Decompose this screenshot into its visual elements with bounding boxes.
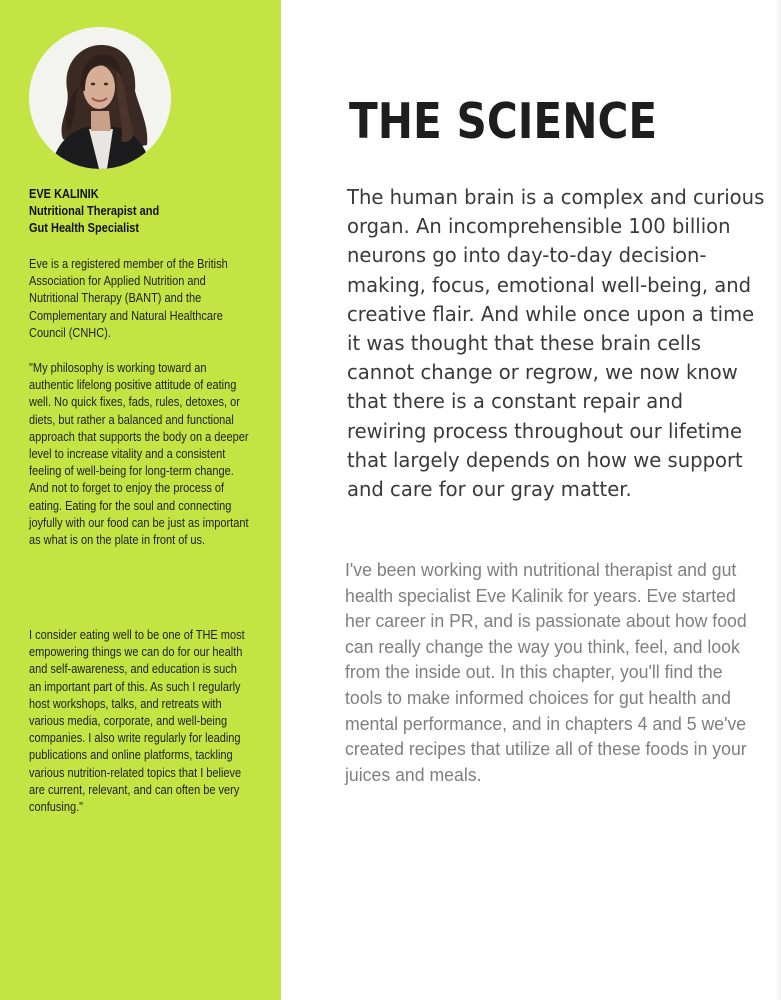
body-paragraph: I've been working with nutritional therapist and gut health specialist Eve Kalinik for years. Eve started her career in PR, and is passionate about how food can really change the way you think, feel, and look from the inside out. In this chapter, you'll find the tools to make informed choices for gut health and mental performance, and in chapters 4 and 5 we've created recipes that utilize all of these foods in your juices and meals. [345,559,747,785]
author-sidebar [0,0,281,1000]
author-bio-paragraph-3: I consider eating well to be one of THE most empowering things we can do for our health and self-awareness, and education is such an important part of this. As such I regularly host workshops, talks, and retreats with various media, corporate, and well-being companies. I also write regularly for leading publications and online platforms, tackling various nutrition-related topics that I believe are current, relevant, and can often be very confusing." [29,628,245,815]
page-edge-shadow [775,0,781,1000]
author-name: EVE KALINIK [29,187,99,201]
author-role-line-1: Nutritional Therapist and [29,204,160,218]
author-role [29,203,240,237]
author-photo [29,27,171,169]
lead-paragraph: The human brain is a complex and curious organ. An incomprehensible 100 billion neurons go into day-to-day decision-making, focus, emotional well-being, and creative flair. And while once upon a time it was thought that these brain cells cannot change or regrow, we now know that there is a constant repair and rewiring process throughout our lifetime that largely depends on how we support and care for our gray matter. [347,185,765,502]
author-bio-paragraph-2: "My philosophy is working toward an authentic lifelong positive attitude of eating well. No quick fixes, fads, rules, detoxes, or diets, but rather a balanced and functional approach that supports the body on a deeper level to increase vitality and a consistent feeling of well-being for long-term change. And not to forget to enjoy the process of eating. Eating for the soul and connecting joyfully with our food can be just as important as what is on the plate in front of us. [29,361,249,548]
portrait-illustration [29,27,171,169]
author-bio-paragraph-1: Eve is a registered member of the British Association for Applied Nutrition and Nutritional Therapy (BANT) and the Complementary and Natural Healthcare Council (CNHC). [29,257,228,340]
author-role-line-2: Gut Health Specialist [29,221,140,235]
page-title: THE SCIENCE [349,93,658,150]
